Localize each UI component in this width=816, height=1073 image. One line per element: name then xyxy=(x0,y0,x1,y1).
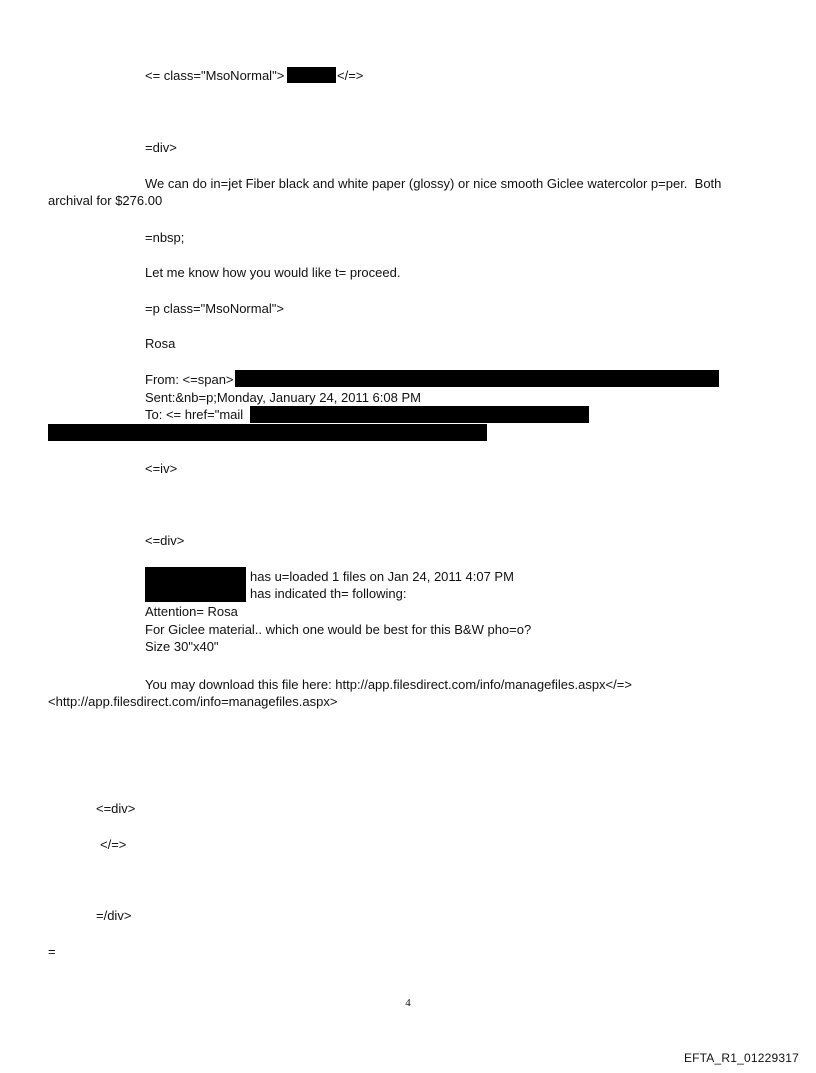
line-attention: Attention= Rosa xyxy=(145,604,238,619)
line-download-url: <http://app.filesdirect.com/info=managefiles.aspx> xyxy=(48,694,338,709)
line-archival-price: archival for $276.00 xyxy=(48,193,163,208)
line-msonormal-open: <= class="MsoNormal"> xyxy=(145,68,285,83)
line-nbsp: =nbsp; xyxy=(145,230,185,245)
line-uploaded: has u=loaded 1 files on Jan 24, 2011 4:07 PM xyxy=(250,569,514,584)
line-to: To: <= href="mail xyxy=(145,407,244,422)
line-p-msonormal: =p class="MsoNormal"> xyxy=(145,301,284,316)
line-div-close-b: =/div> xyxy=(96,908,132,923)
line-proceed: Let me know how you would like t= proceed. xyxy=(145,265,401,280)
redaction-block xyxy=(145,567,246,602)
line-sent: Sent:&nb=p;Monday, January 24, 2011 6:08 PM xyxy=(145,390,421,405)
line-indicated: has indicated th= following: xyxy=(250,586,407,601)
page-number: 4 xyxy=(405,997,411,1009)
bates-number: EFTA_R1_01229317 xyxy=(683,1051,799,1065)
line-div: =div> xyxy=(145,140,177,155)
line-paper-options: We can do in=jet Fiber black and white paper (glossy) or nice smooth Giclee watercolor p=per. Both xyxy=(145,176,722,191)
line-equals: = xyxy=(48,944,56,959)
redaction-block xyxy=(287,67,336,83)
line-iv: <=iv> xyxy=(145,461,178,476)
line-div-open: <=div> xyxy=(145,533,185,548)
redaction-block xyxy=(250,406,589,423)
line-signature-rosa: Rosa xyxy=(145,336,176,351)
redaction-block xyxy=(48,424,487,441)
line-div-close-a: <=div> xyxy=(96,801,136,816)
redaction-block xyxy=(235,370,719,387)
line-from: From: <=span> xyxy=(145,372,234,387)
line-giclee-question: For Giclee material.. which one would be best for this B&W pho=o? xyxy=(145,622,532,637)
line-msonormal-close: </=> xyxy=(337,68,364,83)
line-size: Size 30"x40" xyxy=(145,639,219,654)
line-span-close: </=> xyxy=(100,837,127,852)
line-download: You may download this file here: http://app.filesdirect.com/info/managefiles.aspx</=> xyxy=(145,677,632,692)
